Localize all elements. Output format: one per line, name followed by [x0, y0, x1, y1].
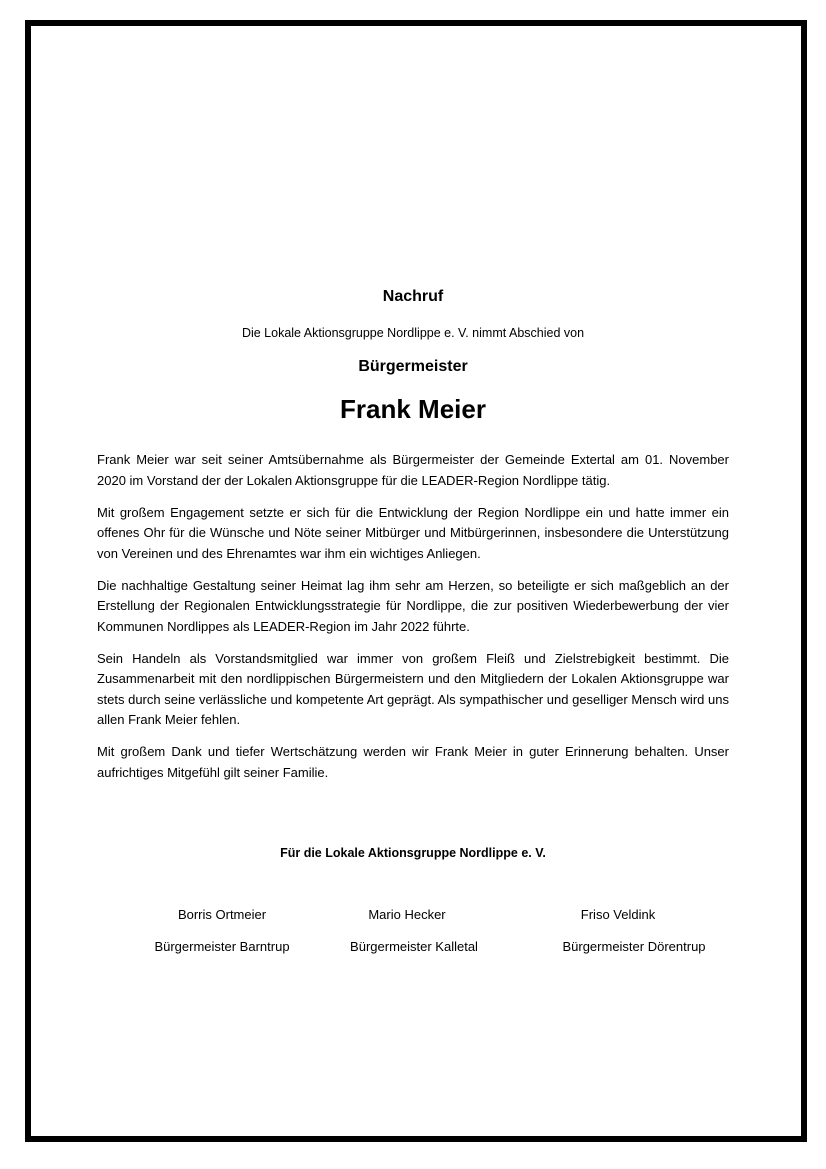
paragraph: Sein Handeln als Vorstandsmitglied war immer von großem Fleiß und Zielstrebigkeit bestimmt. Die Zusammenarbeit mit den nordlippischen Bürgermeistern und den Mitgliedern der Lokalen Aktionsgruppe war stets durch seine verlässliche und kompetente Art geprägt. Als sympathischer und geselliger Mensch wird uns allen Frank Meier fehlen. — [97, 650, 729, 727]
paragraph: Frank Meier war seit seiner Amtsübernahme als Bürgermeister der Gemeinde Extertal am 01. November 2020 im Vorstand der der Lokalen Aktionsgruppe für die LEADER-Region Nordlippe tätig. — [97, 452, 729, 488]
signatory-title: Bürgermeister Barntrup — [154, 939, 290, 954]
paragraph: Mit großem Dank und tiefer Wertschätzung werden wir Frank Meier in guter Erinnerung behalten. Unser aufrichtiges Mitgefühl gilt seiner Familie. — [97, 744, 729, 780]
page-title: Nachruf — [382, 288, 444, 305]
paragraph: Mit großem Engagement setzte er sich für die Entwicklung der Region Nordlippe ein und hatte immer ein offenes Ohr für die Wünsche und Nöte seiner Mitbürger und Mitbürgerinnen, insbesondere die Unterstützung von Vereinen und des Ehrenamtes war ihm ein wichtiges Anliegen. — [97, 504, 729, 561]
body-text — [97, 450, 729, 795]
paragraph: Die nachhaltige Gestaltung seiner Heimat lag ihm sehr am Herzen, so beteiligte er sich maßgeblich an der Erstellung der Regionalen Entwicklungsstrategie für Nordlippe, die zur positiven Wiederbewerbung der vier Kommunen Nordlippes als LEADER-Region im Jahr 2022 führte. — [97, 577, 729, 634]
deceased-name: Frank Meier — [340, 394, 486, 424]
rank-title: Bürgermeister — [358, 358, 468, 375]
signatory-title: Bürgermeister Kalletal — [350, 939, 478, 954]
signatory-name: Mario Hecker — [368, 907, 446, 922]
intro-line: Die Lokale Aktionsgruppe Nordlippe e. V. nimmt Abschied von — [241, 326, 585, 340]
signature-heading: Für die Lokale Aktionsgruppe Nordlippe e. V. — [280, 846, 546, 860]
signatory-name: Friso Veldink — [580, 907, 656, 922]
signatory-name: Borris Ortmeier — [177, 907, 267, 922]
signatory-title: Bürgermeister Dörentrup — [562, 939, 706, 954]
